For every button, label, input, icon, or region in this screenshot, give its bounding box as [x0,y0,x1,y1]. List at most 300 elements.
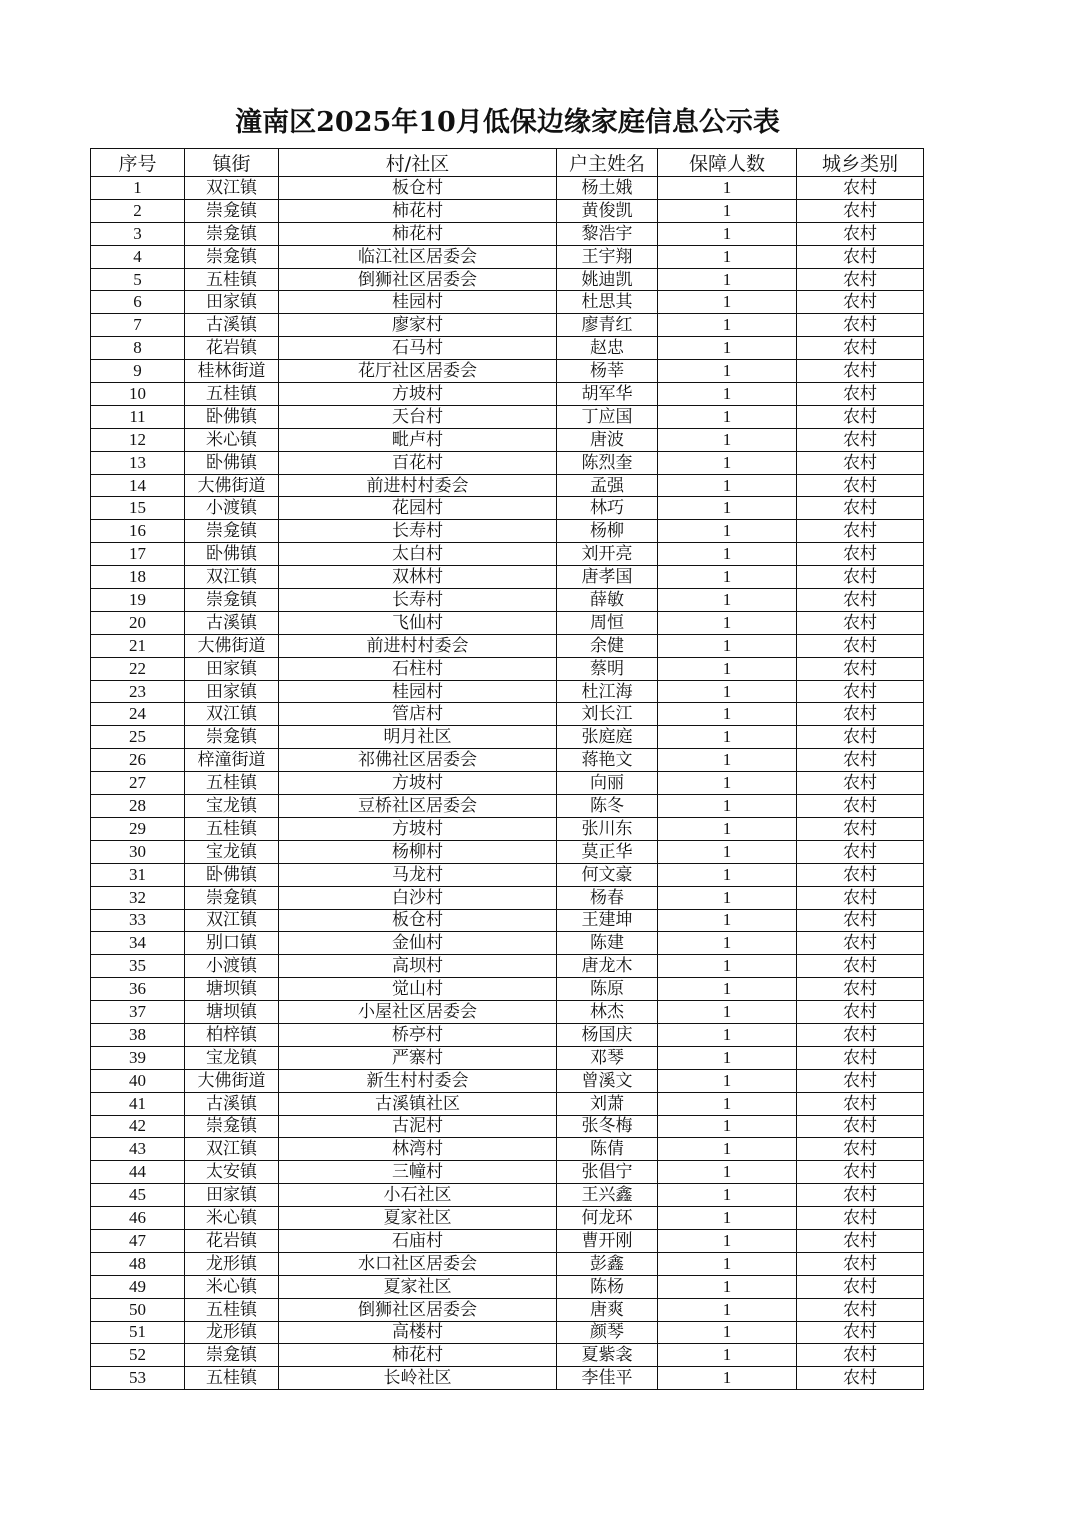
table-row [91,222,924,245]
table-row [91,817,924,840]
cell-category: 农村 [797,1344,924,1367]
cell-category: 农村 [797,383,924,406]
table-row [91,428,924,451]
header-town: 镇街 [185,149,279,177]
cell-index: 44 [91,1161,185,1184]
cell-people-count: 1 [658,703,797,726]
table-row [91,520,924,543]
cell-people-count: 1 [658,497,797,520]
cell-category: 农村 [797,634,924,657]
cell-category: 农村 [797,337,924,360]
table-row [91,1001,924,1024]
cell-town: 五桂镇 [185,817,279,840]
cell-index: 48 [91,1252,185,1275]
cell-category: 农村 [797,360,924,383]
cell-village: 飞仙村 [279,611,557,634]
table-row [91,314,924,337]
table-row [91,383,924,406]
cell-category: 农村 [797,1367,924,1390]
cell-category: 农村 [797,566,924,589]
table-row [91,1184,924,1207]
cell-people-count: 1 [658,1207,797,1230]
cell-people-count: 1 [658,1344,797,1367]
cell-category: 农村 [797,726,924,749]
cell-people-count: 1 [658,566,797,589]
cell-people-count: 1 [658,634,797,657]
cell-householder: 蔡明 [557,657,658,680]
header-index: 序号 [91,149,185,177]
cell-householder: 唐孝国 [557,566,658,589]
cell-householder: 唐爽 [557,1298,658,1321]
cell-category: 农村 [797,863,924,886]
cell-householder: 彭鑫 [557,1252,658,1275]
cell-village: 管店村 [279,703,557,726]
cell-index: 31 [91,863,185,886]
cell-category: 农村 [797,222,924,245]
cell-index: 33 [91,909,185,932]
cell-householder: 陈倩 [557,1138,658,1161]
cell-village: 马龙村 [279,863,557,886]
cell-village: 杨柳村 [279,840,557,863]
cell-town: 田家镇 [185,291,279,314]
cell-index: 25 [91,726,185,749]
cell-town: 五桂镇 [185,1367,279,1390]
cell-town: 龙形镇 [185,1321,279,1344]
cell-category: 农村 [797,1161,924,1184]
cell-index: 23 [91,680,185,703]
cell-category: 农村 [797,955,924,978]
cell-town: 梓潼街道 [185,749,279,772]
cell-village: 倒狮社区居委会 [279,268,557,291]
cell-town: 五桂镇 [185,268,279,291]
table-row [91,886,924,909]
cell-village: 倒狮社区居委会 [279,1298,557,1321]
cell-village: 廖家村 [279,314,557,337]
cell-householder: 陈冬 [557,795,658,818]
cell-people-count: 1 [658,726,797,749]
table-row [91,680,924,703]
cell-category: 农村 [797,1138,924,1161]
table-row [91,451,924,474]
cell-index: 7 [91,314,185,337]
cell-village: 板仓村 [279,909,557,932]
cell-town: 卧佛镇 [185,543,279,566]
cell-people-count: 1 [658,955,797,978]
cell-householder: 张川东 [557,817,658,840]
cell-town: 卧佛镇 [185,405,279,428]
table-row [91,840,924,863]
table-row [91,955,924,978]
cell-category: 农村 [797,1321,924,1344]
table-body [91,177,924,1390]
cell-householder: 陈烈奎 [557,451,658,474]
table-row [91,474,924,497]
cell-village: 石马村 [279,337,557,360]
cell-householder: 姚迪凯 [557,268,658,291]
cell-people-count: 1 [658,177,797,200]
cell-people-count: 1 [658,680,797,703]
cell-town: 双江镇 [185,909,279,932]
cell-index: 21 [91,634,185,657]
cell-householder: 王建坤 [557,909,658,932]
cell-index: 9 [91,360,185,383]
cell-town: 古溪镇 [185,611,279,634]
cell-village: 桂园村 [279,291,557,314]
table-row [91,657,924,680]
cell-village: 板仓村 [279,177,557,200]
cell-people-count: 1 [658,611,797,634]
cell-index: 17 [91,543,185,566]
cell-index: 34 [91,932,185,955]
cell-people-count: 1 [658,337,797,360]
cell-householder: 唐波 [557,428,658,451]
cell-people-count: 1 [658,520,797,543]
cell-householder: 张倡宁 [557,1161,658,1184]
cell-people-count: 1 [658,474,797,497]
table-row [91,726,924,749]
table-row [91,795,924,818]
cell-town: 崇龛镇 [185,520,279,543]
table-row [91,932,924,955]
cell-householder: 林杰 [557,1001,658,1024]
info-table [90,148,924,1390]
cell-town: 崇龛镇 [185,1344,279,1367]
cell-town: 大佛街道 [185,1069,279,1092]
table-row [91,1275,924,1298]
cell-householder: 余健 [557,634,658,657]
cell-category: 农村 [797,589,924,612]
table-row [91,1344,924,1367]
cell-index: 45 [91,1184,185,1207]
cell-town: 卧佛镇 [185,863,279,886]
cell-town: 花岩镇 [185,1229,279,1252]
cell-category: 农村 [797,451,924,474]
cell-people-count: 1 [658,1001,797,1024]
cell-town: 柏梓镇 [185,1023,279,1046]
cell-town: 花岩镇 [185,337,279,360]
table-row [91,634,924,657]
header-householder: 户主姓名 [557,149,658,177]
cell-village: 水口社区居委会 [279,1252,557,1275]
cell-town: 五桂镇 [185,1298,279,1321]
cell-town: 米心镇 [185,1207,279,1230]
cell-index: 32 [91,886,185,909]
cell-householder: 刘长江 [557,703,658,726]
cell-people-count: 1 [658,1252,797,1275]
table-row [91,405,924,428]
cell-category: 农村 [797,657,924,680]
cell-village: 古泥村 [279,1115,557,1138]
table-row [91,1252,924,1275]
cell-householder: 丁应国 [557,405,658,428]
cell-index: 26 [91,749,185,772]
cell-village: 高楼村 [279,1321,557,1344]
cell-people-count: 1 [658,222,797,245]
cell-householder: 陈原 [557,978,658,1001]
cell-householder: 杨春 [557,886,658,909]
cell-index: 30 [91,840,185,863]
cell-people-count: 1 [658,1023,797,1046]
cell-category: 农村 [797,268,924,291]
cell-householder: 胡军华 [557,383,658,406]
table-row [91,291,924,314]
cell-index: 27 [91,772,185,795]
table-row [91,1023,924,1046]
cell-village: 花厅社区居委会 [279,360,557,383]
cell-index: 12 [91,428,185,451]
cell-village: 新生村村委会 [279,1069,557,1092]
cell-householder: 夏紫衾 [557,1344,658,1367]
cell-category: 农村 [797,1069,924,1092]
cell-householder: 杜江海 [557,680,658,703]
cell-people-count: 1 [658,1275,797,1298]
cell-category: 农村 [797,1229,924,1252]
cell-village: 祁佛社区居委会 [279,749,557,772]
cell-index: 40 [91,1069,185,1092]
cell-category: 农村 [797,314,924,337]
cell-index: 50 [91,1298,185,1321]
header-row [91,149,924,177]
cell-index: 47 [91,1229,185,1252]
cell-category: 农村 [797,474,924,497]
cell-householder: 蒋艳文 [557,749,658,772]
cell-people-count: 1 [658,886,797,909]
table-row [91,589,924,612]
cell-householder: 孟强 [557,474,658,497]
cell-people-count: 1 [658,978,797,1001]
cell-village: 豆桥社区居委会 [279,795,557,818]
cell-village: 白沙村 [279,886,557,909]
cell-householder: 刘开亮 [557,543,658,566]
table-row [91,703,924,726]
cell-category: 农村 [797,1092,924,1115]
cell-town: 古溪镇 [185,1092,279,1115]
cell-people-count: 1 [658,360,797,383]
cell-town: 五桂镇 [185,772,279,795]
cell-village: 毗卢村 [279,428,557,451]
cell-householder: 杜思其 [557,291,658,314]
cell-village: 古溪镇社区 [279,1092,557,1115]
cell-people-count: 1 [658,1046,797,1069]
table-row [91,1069,924,1092]
cell-village: 前进村村委会 [279,474,557,497]
cell-category: 农村 [797,795,924,818]
cell-village: 百花村 [279,451,557,474]
cell-householder: 赵忠 [557,337,658,360]
cell-category: 农村 [797,1252,924,1275]
cell-town: 崇龛镇 [185,245,279,268]
cell-index: 6 [91,291,185,314]
cell-householder: 杨莘 [557,360,658,383]
cell-village: 三幢村 [279,1161,557,1184]
cell-town: 塘坝镇 [185,1001,279,1024]
table-row [91,1229,924,1252]
cell-village: 柿花村 [279,222,557,245]
cell-householder: 莫正华 [557,840,658,863]
cell-category: 农村 [797,497,924,520]
cell-town: 宝龙镇 [185,795,279,818]
cell-town: 田家镇 [185,680,279,703]
cell-category: 农村 [797,1046,924,1069]
cell-householder: 张冬梅 [557,1115,658,1138]
table-row [91,1207,924,1230]
cell-village: 觉山村 [279,978,557,1001]
cell-town: 米心镇 [185,1275,279,1298]
cell-category: 农村 [797,886,924,909]
cell-people-count: 1 [658,543,797,566]
cell-index: 51 [91,1321,185,1344]
cell-town: 五桂镇 [185,383,279,406]
cell-people-count: 1 [658,199,797,222]
cell-town: 小渡镇 [185,497,279,520]
cell-category: 农村 [797,1184,924,1207]
cell-householder: 杨柳 [557,520,658,543]
cell-people-count: 1 [658,772,797,795]
cell-householder: 王宇翔 [557,245,658,268]
table-row [91,497,924,520]
cell-householder: 何文豪 [557,863,658,886]
cell-householder: 曹开刚 [557,1229,658,1252]
cell-index: 18 [91,566,185,589]
cell-householder: 杨土娥 [557,177,658,200]
cell-index: 22 [91,657,185,680]
cell-index: 42 [91,1115,185,1138]
cell-index: 19 [91,589,185,612]
cell-village: 柿花村 [279,199,557,222]
cell-town: 崇龛镇 [185,199,279,222]
table-row [91,566,924,589]
cell-town: 崇龛镇 [185,589,279,612]
cell-town: 别口镇 [185,932,279,955]
cell-category: 农村 [797,932,924,955]
cell-town: 塘坝镇 [185,978,279,1001]
cell-index: 28 [91,795,185,818]
cell-village: 方坡村 [279,772,557,795]
cell-category: 农村 [797,1207,924,1230]
cell-index: 49 [91,1275,185,1298]
cell-town: 宝龙镇 [185,1046,279,1069]
cell-town: 田家镇 [185,657,279,680]
cell-village: 严寨村 [279,1046,557,1069]
cell-householder: 黎浩宇 [557,222,658,245]
cell-index: 29 [91,817,185,840]
cell-category: 农村 [797,1001,924,1024]
cell-people-count: 1 [658,1138,797,1161]
cell-people-count: 1 [658,1161,797,1184]
cell-village: 太白村 [279,543,557,566]
cell-index: 37 [91,1001,185,1024]
cell-people-count: 1 [658,817,797,840]
cell-town: 崇龛镇 [185,1115,279,1138]
cell-category: 农村 [797,1298,924,1321]
cell-category: 农村 [797,680,924,703]
cell-index: 1 [91,177,185,200]
cell-category: 农村 [797,1115,924,1138]
cell-people-count: 1 [658,840,797,863]
cell-index: 36 [91,978,185,1001]
cell-index: 20 [91,611,185,634]
cell-category: 农村 [797,978,924,1001]
cell-index: 52 [91,1344,185,1367]
cell-village: 桂园村 [279,680,557,703]
cell-village: 前进村村委会 [279,634,557,657]
cell-town: 桂林街道 [185,360,279,383]
cell-index: 14 [91,474,185,497]
cell-people-count: 1 [658,1298,797,1321]
cell-index: 53 [91,1367,185,1390]
cell-people-count: 1 [658,1115,797,1138]
cell-category: 农村 [797,520,924,543]
table-row [91,1138,924,1161]
cell-index: 39 [91,1046,185,1069]
table-row [91,1321,924,1344]
cell-people-count: 1 [658,383,797,406]
cell-householder: 唐龙木 [557,955,658,978]
cell-index: 43 [91,1138,185,1161]
table-row [91,1046,924,1069]
cell-category: 农村 [797,840,924,863]
cell-index: 8 [91,337,185,360]
header-category: 城乡类别 [797,149,924,177]
cell-town: 龙形镇 [185,1252,279,1275]
cell-town: 田家镇 [185,1184,279,1207]
cell-category: 农村 [797,428,924,451]
cell-people-count: 1 [658,749,797,772]
cell-index: 10 [91,383,185,406]
cell-village: 高坝村 [279,955,557,978]
table-row [91,360,924,383]
cell-village: 小屋社区居委会 [279,1001,557,1024]
table-row [91,611,924,634]
table-row [91,1161,924,1184]
cell-category: 农村 [797,703,924,726]
cell-village: 明月社区 [279,726,557,749]
table-row [91,543,924,566]
table-row [91,337,924,360]
cell-town: 双江镇 [185,703,279,726]
cell-category: 农村 [797,749,924,772]
cell-village: 长寿村 [279,520,557,543]
cell-householder: 林巧 [557,497,658,520]
cell-category: 农村 [797,245,924,268]
cell-people-count: 1 [658,291,797,314]
header-people-count: 保障人数 [658,149,797,177]
cell-people-count: 1 [658,428,797,451]
cell-village: 小石社区 [279,1184,557,1207]
cell-category: 农村 [797,1275,924,1298]
cell-people-count: 1 [658,268,797,291]
cell-town: 太安镇 [185,1161,279,1184]
header-village: 村/社区 [279,149,557,177]
cell-people-count: 1 [658,932,797,955]
cell-people-count: 1 [658,1069,797,1092]
page-title: 潼南区2025年10月低保边缘家庭信息公示表 [235,107,780,138]
cell-people-count: 1 [658,1229,797,1252]
cell-people-count: 1 [658,1092,797,1115]
cell-householder: 王兴鑫 [557,1184,658,1207]
cell-village: 夏家社区 [279,1207,557,1230]
cell-town: 双江镇 [185,1138,279,1161]
cell-people-count: 1 [658,405,797,428]
cell-householder: 周恒 [557,611,658,634]
cell-index: 5 [91,268,185,291]
cell-householder: 何龙环 [557,1207,658,1230]
cell-householder: 刘萧 [557,1092,658,1115]
cell-people-count: 1 [658,589,797,612]
cell-town: 小渡镇 [185,955,279,978]
cell-index: 15 [91,497,185,520]
table-row [91,1298,924,1321]
